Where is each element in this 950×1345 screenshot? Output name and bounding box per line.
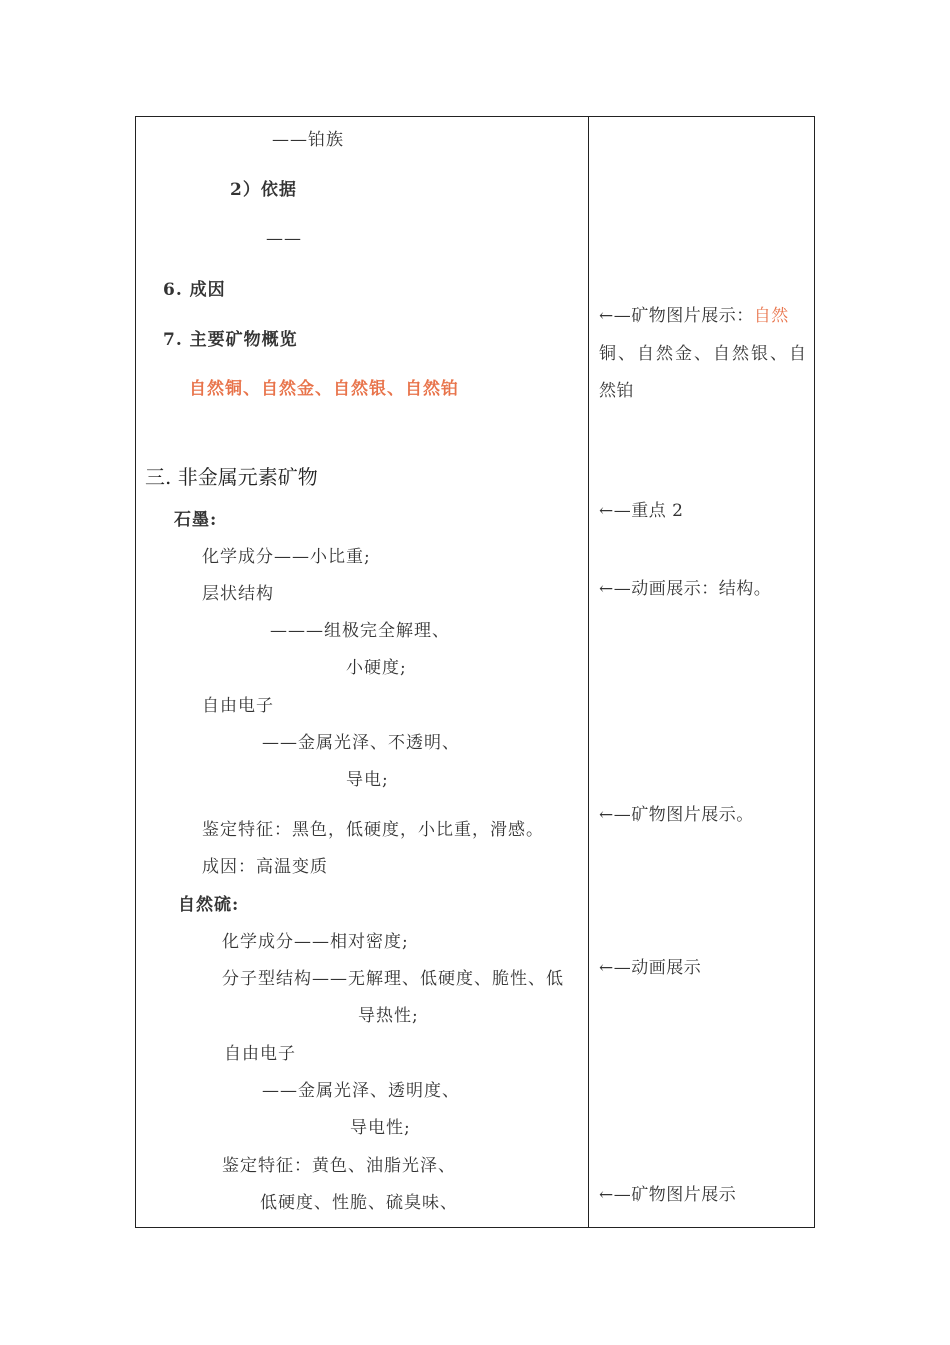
basis-dash: —— <box>266 229 302 249</box>
note-mineral-list-line2: 铜、自然金、自然银、自 <box>599 344 808 364</box>
sulfur-structure-line2: 导热性; <box>358 1006 419 1026</box>
item-7-overview: 7. 主要矿物概览 <box>163 330 298 350</box>
note-mineral-images-2: ←—矿物图片展示。 <box>599 805 754 825</box>
sulfur-electrons: 自由电子 <box>224 1044 296 1064</box>
graphite-electrons: 自由电子 <box>202 696 274 716</box>
basis-heading: 2）依据 <box>230 180 297 200</box>
sulfur-identification-line1: 鉴定特征：黄色、油脂光泽、 <box>222 1156 456 1176</box>
column-divider <box>588 116 589 1228</box>
sulfur-conductive: 导电性; <box>350 1118 411 1138</box>
graphite-conductive: 导电; <box>346 770 389 790</box>
sulfur-luster: ——金属光泽、透明度、 <box>262 1081 460 1101</box>
graphite-hardness: 小硬度; <box>346 658 407 678</box>
graphite-structure: 层状结构 <box>202 584 274 604</box>
graphite-identification: 鉴定特征：黑色，低硬度，小比重，滑感。 <box>202 820 544 840</box>
graphite-luster: ——金属光泽、不透明、 <box>262 733 460 753</box>
sulfur-title: 自然硫: <box>178 895 240 915</box>
sulfur-structure-line1: 分子型结构——无解理、低硬度、脆性、低 <box>222 969 564 989</box>
sulfur-composition: 化学成分——相对密度; <box>222 932 409 952</box>
note-arrow-prefix: ←—矿物图片展示： <box>599 306 754 326</box>
note-highlight: 自然 <box>753 306 789 326</box>
item-6-origin: 6. 成因 <box>163 280 226 300</box>
graphite-composition: 化学成分——小比重; <box>202 547 371 567</box>
note-mineral-images-3: ←—矿物图片展示 <box>599 1185 737 1205</box>
platinum-group-line: ——铂族 <box>272 130 344 150</box>
section-3-title: 三. 非金属元素矿物 <box>145 465 318 489</box>
graphite-origin: 成因：高温变质 <box>202 857 328 877</box>
graphite-cleavage: ———组极完全解理、 <box>270 621 450 641</box>
note-animation: ←—动画展示 <box>599 958 702 978</box>
note-mineral-list-line3: 然铂 <box>599 381 634 401</box>
note-animation-structure: ←—动画展示：结构。 <box>599 579 772 599</box>
sulfur-identification-line2: 低硬度、性脆、硫臭味、 <box>260 1193 458 1213</box>
note-mineral-images-1 <box>599 306 789 326</box>
native-metals-list: 自然铜、自然金、自然银、自然铂 <box>189 379 459 399</box>
note-key-point-2: ←—重点 2 <box>599 501 684 521</box>
graphite-title: 石墨: <box>174 510 218 530</box>
